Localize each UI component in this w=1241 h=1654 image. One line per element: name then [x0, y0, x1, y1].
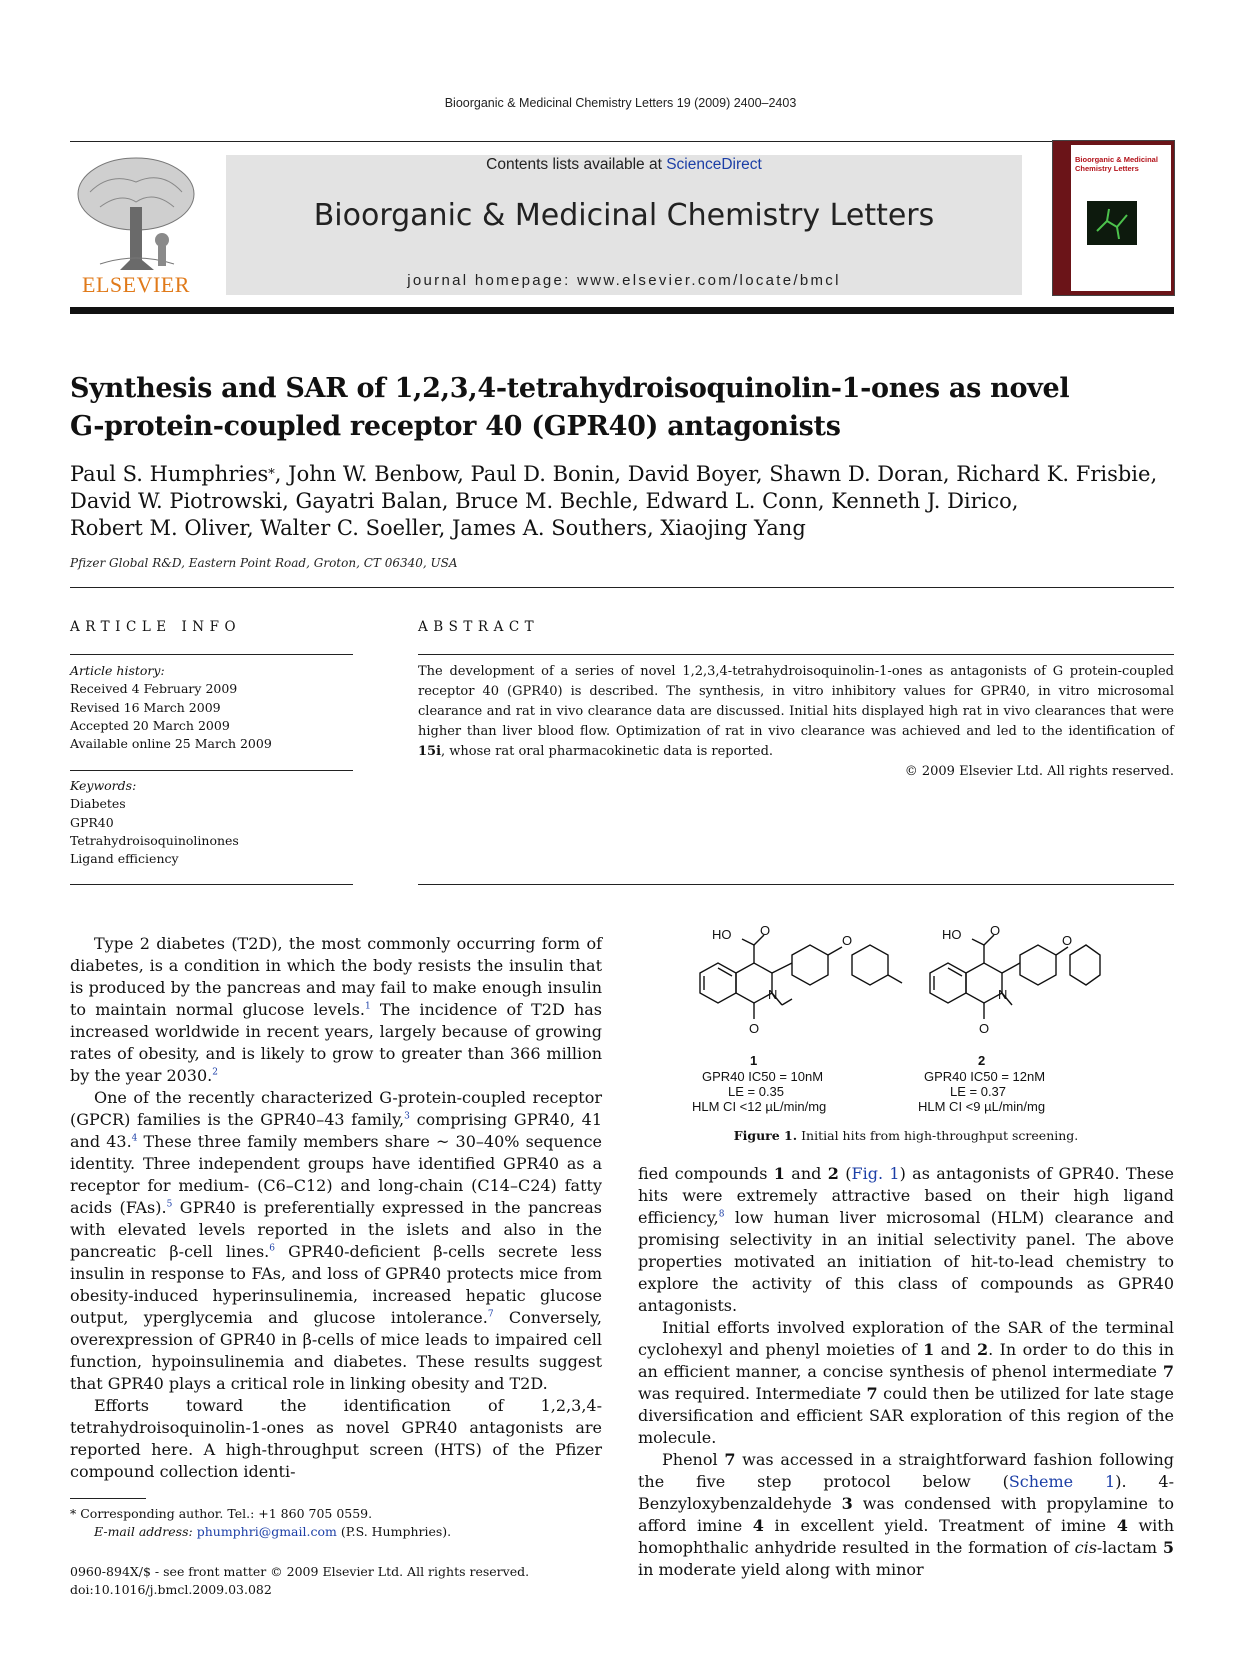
journal-homepage[interactable]: journal homepage: www.elsevier.com/locate/bmcl: [407, 272, 841, 289]
affiliation: Pfizer Global R&D, Eastern Point Road, Groton, CT 06340, USA: [70, 556, 458, 570]
info-bottom-rule: [70, 884, 353, 885]
o-label: O: [990, 925, 1001, 938]
o-label: O: [979, 1021, 990, 1036]
accepted-date: Accepted 20 March 2009: [70, 717, 230, 733]
n-label: N: [768, 987, 778, 1002]
abstract-bottom-rule: [418, 884, 1174, 885]
o-label: O: [749, 1021, 760, 1036]
article-title: [70, 370, 1170, 446]
keyword: Ligand efficiency: [70, 851, 179, 867]
history-label: Article history:: [70, 663, 165, 678]
footnote-text: Corresponding author. Tel.: +1 860 705 0559.: [80, 1506, 373, 1521]
compound-1-le: LE = 0.35: [728, 1084, 785, 1099]
article-info-heading: ARTICLE INFO: [70, 619, 242, 635]
cover-molecule-graphic: [1087, 201, 1137, 245]
footnote-email: [70, 1523, 570, 1541]
paragraph-phenol: Phenol 7 was accessed in a straightforward fashion following the five step protocol below (Scheme 1). 4-Benzyloxybenzaldehyde 3 was condensed with propylamine to afford imine 4 in excellent yield. Treatment of imine 4 with homophthalic anhydride resulted in the formation of cis-lactam 5 in moderate yield along with minor: [638, 1450, 1175, 1579]
journal-cover-image: [1052, 140, 1175, 296]
figure-1-structures: [682, 925, 1102, 1117]
compound-1-ic50: GPR40 IC50 = 10nM: [702, 1069, 824, 1084]
keyword: Diabetes: [70, 796, 126, 812]
keyword: Tetrahydroisoquinolinones: [70, 832, 239, 848]
compound-1-id: 1: [750, 1053, 758, 1068]
figure-1-caption: [636, 1128, 1176, 1143]
scheme-link[interactable]: Scheme 1: [1008, 1472, 1116, 1491]
abstract-body: The development of a series of novel 1,2,3,4-tetrahydroisoquinolin-1-ones as antagonists of G protein-coupled receptor 40 (GPR40) is described. The synthesis, in vitro inhibitory values for GPR40, in vitro microsomal clearance and rat in vivo clearance data are discussed. Initial hits displayed high rat in vivo clearances that were higher than liver blood flow. Optimization of rat in vivo clearance was achieved and led to the identification of: [418, 664, 1174, 739]
authors-line-3: Robert M. Oliver, Walter C. Soeller, James A. Southers, Xiaojing Yang: [70, 516, 806, 540]
keywords-block: [70, 777, 352, 868]
figure-link[interactable]: Fig. 1: [851, 1164, 900, 1183]
abstract-copyright: © 2009 Elsevier Ltd. All rights reserved.: [904, 764, 1174, 779]
doi-line[interactable]: doi:10.1016/j.bmcl.2009.03.082: [70, 1582, 272, 1597]
body-right-column: [638, 1163, 1174, 1581]
ref-link[interactable]: 7: [487, 1309, 494, 1320]
ref-link[interactable]: 8: [718, 1209, 725, 1220]
author-list: [70, 461, 1180, 542]
paragraph-gpcr: One of the recently characterized G-protein-coupled receptor (GPCR) families is the GPR40–43 family,$^3$ comprising GPR40, 41 and 43.$^4$ These three family members share ~ 30–40% sequence identity. Three independent groups have identified GPR40 as a receptor for medium- (C6–C12) and long-chain (C14–C24) fatty acids (FAs).$^5$ GPR40 is preferentially expressed in the pancreas with elevated levels reported in the islets and also in the pancreatic β-cell lines.$^6$ GPR40-deficient β-cells secrete less insulin in response to FAs, and loss of GPR40 protects mice from obesity-induced hyperinsulinemia, increased hepatic glucose output, yperglycemia and glucose intolerance.$^7$ Conversely, overexpression of GPR40 in β-cells of mice leads to impaired cell function, hypoinsulinemia and diabetes. These results suggest that GPR40 plays a critical role in linking obesity and T2D.: [70, 1088, 603, 1393]
affiliation-rule: [70, 587, 1174, 588]
paragraph-efforts: Efforts toward the identification of 1,2,3,4-tetrahydroisoquinolin-1-ones as novel GPR40 antagonists are reported here. A high-throughput screen (HTS) of the Pfizer compound collection identi-: [70, 1396, 602, 1481]
o-label: O: [760, 925, 771, 938]
compound-ref: 15i: [418, 744, 442, 759]
article-info-rule: [70, 654, 353, 655]
title-line-2: G-protein-coupled receptor 40 (GPR40) antagonists: [70, 411, 841, 442]
abstract-body-end: , whose rat oral pharmacokinetic data is reported.: [441, 744, 774, 759]
n-label: N: [998, 987, 1008, 1002]
compound-2-hlm: HLM CI <9 µL/min/mg: [918, 1099, 1046, 1114]
cover-title: Bioorganic & Medicinal Chemistry Letters: [1075, 155, 1158, 173]
compound-2-structure: [930, 935, 1100, 1019]
footer-identifiers: [70, 1563, 630, 1599]
ref-link[interactable]: 3: [404, 1111, 410, 1122]
keywords-label: Keywords:: [70, 778, 137, 793]
header-rule: [70, 141, 1174, 142]
email-tail: (P.S. Humphries).: [340, 1524, 452, 1539]
issn-line: 0960-894X/$ - see front matter © 2009 Elsevier Ltd. All rights reserved.: [70, 1564, 530, 1579]
compound-2-id: 2: [978, 1053, 986, 1068]
caption-label: Figure 1.: [733, 1128, 798, 1143]
online-date: Available online 25 March 2009: [70, 736, 272, 752]
o-label: O: [842, 933, 853, 948]
footnote-rule: [70, 1498, 146, 1499]
header-thick-rule: [70, 307, 1174, 314]
authors-rest-1: , John W. Benbow, Paul D. Bonin, David Boyer, Shawn D. Doran, Richard K. Frisbie,: [274, 462, 1158, 486]
received-date: Received 4 February 2009: [70, 681, 238, 697]
journal-title: Bioorganic & Medicinal Chemistry Letters: [313, 198, 935, 233]
contents-line: [226, 156, 1022, 174]
ref-link[interactable]: 1: [364, 1001, 371, 1012]
ref-link[interactable]: 5: [166, 1199, 173, 1210]
email-link[interactable]: phumphri@gmail.com: [196, 1524, 337, 1539]
ref-link[interactable]: 2: [212, 1067, 218, 1078]
paragraph-intro: Type 2 diabetes (T2D), the most commonly occurring form of diabetes, is a condition in which the body resists the insulin that is produced by the pancreas and may fail to make enough insulin to maintain normal glucose levels.$^1$ The incidence of T2D has increased worldwide in recent years, largely because of growing rates of obesity, and is likely to grow to greater than 366 million by the year 2030.$^2$: [70, 934, 602, 1085]
ho-label: HO: [942, 927, 962, 942]
keyword: GPR40: [70, 814, 114, 830]
paragraph-sar: Initial efforts involved exploration of the SAR of the terminal cyclohexyl and phenyl moieties of 1 and 2. In order to do this in an efficient manner, a concise synthesis of phenol intermediate 7 was required. Intermediate 7 could then be utilized for late stage diversification and efficient SAR exploration of this region of the molecule.: [638, 1318, 1174, 1447]
corresponding-author[interactable]: Paul S. Humphries: [70, 462, 269, 486]
ho-label: HO: [712, 927, 732, 942]
paragraph-hits: fied compounds 1 and 2 (Fig. 1) as antagonists of GPR40. These hits were extremely attractive based on their high ligand efficiency,$^8$ low human liver microsomal (HLM) clearance and promising selectivity in an initial selectivity panel. The above properties motivated an initiation of hit-to-lead chemistry to explore the activity of this class of compounds as GPR40 antagonists.: [638, 1164, 1175, 1315]
footnote-corresponding: [70, 1505, 570, 1523]
abstract-text: [418, 662, 1174, 782]
o-label: O: [1062, 933, 1073, 948]
authors-line-1: [70, 461, 1180, 488]
email-label: E-mail address:: [94, 1524, 193, 1539]
article-history: [70, 662, 352, 753]
title-line-1: Synthesis and SAR of 1,2,3,4-tetrahydroisoquinolin-1-ones as novel: [70, 373, 1070, 404]
caption-text: Initial hits from high-throughput screening.: [801, 1128, 1079, 1143]
compound-1-structure: [700, 935, 902, 1019]
footnote-star: *: [70, 1506, 77, 1521]
elsevier-wordmark: ELSEVIER: [82, 272, 190, 297]
corresponding-footnote: [70, 1505, 570, 1541]
compound-1-hlm: HLM CI <12 µL/min/mg: [692, 1099, 827, 1114]
abstract-rule: [418, 654, 1174, 655]
abstract-heading: ABSTRACT: [418, 619, 540, 635]
compound-2-ic50: GPR40 IC50 = 12nM: [924, 1069, 1046, 1084]
contents-prefix: Contents lists available at: [486, 156, 662, 173]
compound-2-le: LE = 0.37: [950, 1084, 1007, 1099]
body-left-column: [70, 933, 602, 1483]
sciencedirect-link[interactable]: ScienceDirect: [666, 156, 762, 173]
corresponding-star: *: [268, 467, 275, 482]
authors-line-2: David W. Piotrowski, Gayatri Balan, Bruce M. Bechle, Edward L. Conn, Kenneth J. Dirico,: [70, 489, 1019, 513]
keywords-rule: [70, 770, 353, 771]
journal-banner: [226, 155, 1022, 295]
ref-link[interactable]: 6: [269, 1243, 275, 1254]
revised-date: Revised 16 March 2009: [70, 699, 221, 715]
ref-link[interactable]: 4: [131, 1133, 138, 1144]
journal-citation: Bioorganic & Medicinal Chemistry Letters 19 (2009) 2400–2403: [444, 96, 797, 110]
